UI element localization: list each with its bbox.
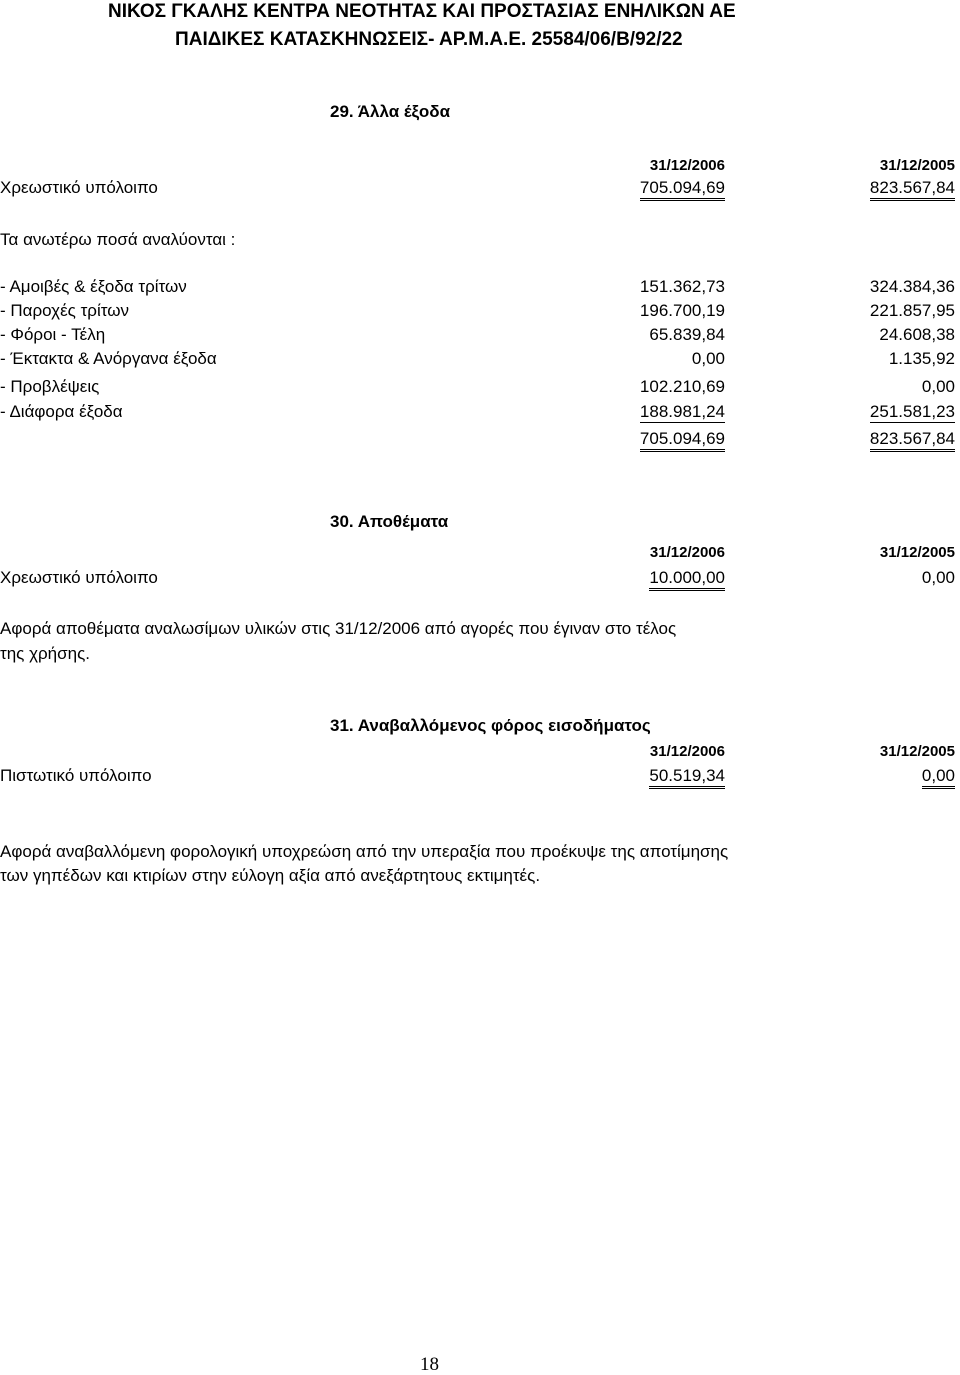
- section-29-title: 29. Άλλα έξοδα: [330, 102, 451, 121]
- s29-total-2006: 705.094,69: [640, 430, 725, 452]
- s29-row-2005: 24.608,38: [879, 325, 955, 344]
- s29-row-2005: 1.135,92: [888, 349, 955, 368]
- s29-row-2006: 65.839,84: [649, 325, 725, 344]
- s29-balance-label: Χρεωστικό υπόλοιπο: [0, 178, 158, 197]
- s29-row-2006: 102.210,69: [639, 377, 725, 396]
- section-31-title: 31. Αναβαλλόμενος φόρος εισοδήματος: [330, 716, 651, 735]
- s29-row-label: - Παροχές τρίτων: [0, 301, 129, 320]
- s31-col2-header: 31/12/2005: [879, 743, 955, 760]
- s29-row-2005: 324.384,36: [869, 277, 955, 296]
- s29-row-label: - Προβλέψεις: [0, 377, 100, 396]
- s30-balance-2005: 0,00: [921, 568, 955, 587]
- s30-balance-label: Χρεωστικό υπόλοιπο: [0, 568, 158, 587]
- s31-balance-2005: 0,00: [922, 767, 955, 789]
- s31-col1-header: 31/12/2006: [649, 743, 725, 760]
- s29-balance-2006: 705.094,69: [640, 179, 725, 201]
- s29-intro: Τα ανωτέρω ποσά αναλύονται :: [0, 230, 236, 249]
- company-name-line1: ΝΙΚΟΣ ΓΚΑΛΗΣ ΚΕΝΤΡΑ ΝΕΟΤΗΤΑΣ ΚΑΙ ΠΡΟΣΤΑΣΙΑΣ ΕΝΗΛΙΚΩΝ ΑΕ: [108, 1, 736, 22]
- s29-row-2006: 196.700,19: [639, 301, 725, 320]
- s29-col1-header: 31/12/2006: [649, 157, 725, 174]
- s29-col2-header: 31/12/2005: [879, 157, 955, 174]
- page-number: 18: [420, 1354, 439, 1375]
- s29-total-2005: 823.567,84: [870, 430, 955, 452]
- s29-row-2006: 151.362,73: [639, 277, 725, 296]
- s29-row-2005: 0,00: [921, 377, 955, 396]
- s29-balance-2005: 823.567,84: [870, 179, 955, 201]
- s30-note-line1: Αφορά αποθέματα αναλωσίμων υλικών στις 31/12/2006 από αγορές που έγιναν στο τέλος: [0, 619, 677, 638]
- s29-row-2006: 188.981,24: [639, 402, 725, 421]
- s31-note-line1: Αφορά αναβαλλόμενη φορολογική υποχρεώση από την υπεραξία που προέκυψε της αποτίμησης: [0, 842, 729, 861]
- s29-row-label: - Φόροι - Τέλη: [0, 325, 106, 344]
- s30-col2-header: 31/12/2005: [879, 544, 955, 561]
- s29-row-label: - Έκτακτα & Ανόργανα έξοδα: [0, 349, 217, 368]
- s30-note-line2: της χρήσης.: [0, 644, 90, 663]
- s29-row-2005: 251.581,23: [869, 402, 955, 421]
- s29-row-2006: 0,00: [691, 349, 725, 368]
- s30-col1-header: 31/12/2006: [649, 544, 725, 561]
- s29-row-label: - Αμοιβές & έξοδα τρίτων: [0, 277, 187, 296]
- section-30-title: 30. Αποθέματα: [330, 512, 449, 531]
- s30-balance-2006: 10.000,00: [649, 569, 725, 591]
- s31-balance-2006: 50.519,34: [649, 767, 725, 789]
- s31-balance-label: Πιστωτικό υπόλοιπο: [0, 766, 152, 785]
- s31-note-line2: των γηπέδων και κτιρίων στην εύλογη αξία από ανεξάρτητους εκτιμητές.: [0, 866, 541, 885]
- s29-row-2005: 221.857,95: [869, 301, 955, 320]
- s29-row-label: - Διάφορα έξοδα: [0, 402, 123, 421]
- company-name-line2: ΠΑΙΔΙΚΕΣ ΚΑΤΑΣΚΗΝΩΣΕΙΣ- ΑΡ.Μ.Α.Ε. 25584/06/Β/92/22: [175, 29, 683, 50]
